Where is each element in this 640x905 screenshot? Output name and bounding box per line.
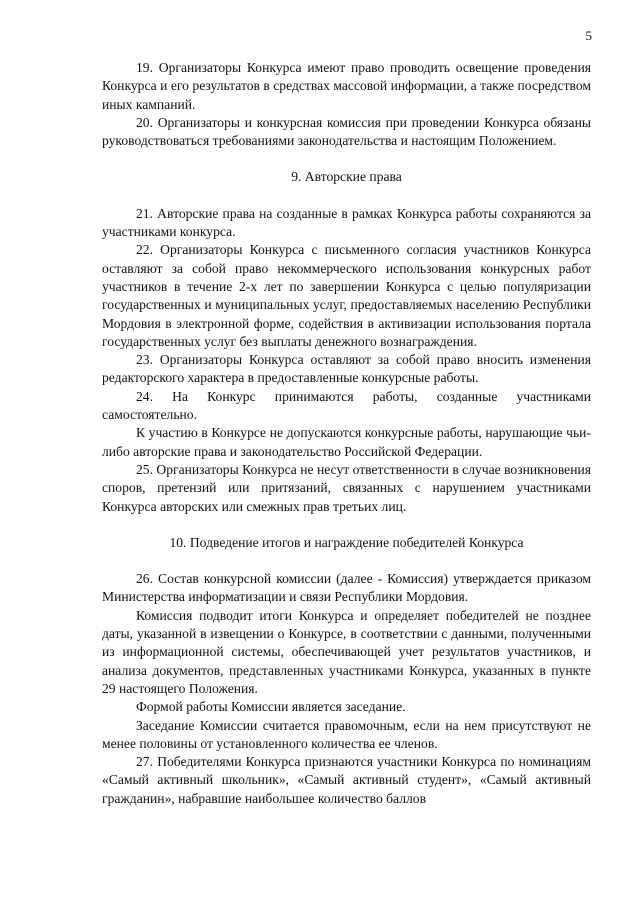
paragraph-26: 26. Состав конкурсной комиссии (далее - Комиссия) утверждается приказом Министерства информатизации и связи Республики Мордовия. xyxy=(102,571,591,605)
paragraph-26-quorum: Заседание Комиссии считается правомочным, если на нем присутствуют не менее половины от установленного количества ее членов. xyxy=(102,717,591,751)
document-body xyxy=(102,59,591,808)
section-heading-9: 9. Авторские права xyxy=(291,169,402,185)
paragraph-21: 21. Авторские права на созданные в рамках Конкурса работы сохраняются за участниками конкурса. xyxy=(102,205,591,240)
paragraph-27: 27. Победителями Конкурса признаются участники Конкурса по номинациям «Самый активный школьник», «Самый активный студент», «Самый активный гражданин», набравшие наибольшее количество баллов xyxy=(102,754,591,806)
paragraph-20: 20. Организаторы и конкурсная комиссия при проведении Конкурса обязаны руководствоваться требованиями законодательства и настоящим Положением. xyxy=(102,114,591,149)
paragraph-19: 19. Организаторы Конкурса имеют право проводить освещение проведения Конкурса и его результатов в средствах массовой информации, а также посредством иных кампаний. xyxy=(102,60,591,112)
paragraph-23: 23. Организаторы Конкурса оставляют за собой право вносить изменения редакторского характера в предоставленные конкурсные работы. xyxy=(102,352,591,386)
paragraph-22: 22. Организаторы Конкурса с письменного согласия участников Конкурса оставляют за собой право некоммерческого использования конкурсных работ участников в течение 2-х лет по завершении Конкурса с целью популяризации государственных и муниципальных услуг, предоставляемых населению Республики Мордовия в электронной форме, содействия в активизации использования портала государственных услуг без выплаты денежного вознаграждения. xyxy=(102,242,591,349)
paragraph-25: 25. Организаторы Конкурса не несут ответственности в случае возникновения споров, претензий или притязаний, связанных с нарушением участниками Конкурса авторских или смежных прав третьих лиц. xyxy=(102,461,591,514)
page-number: 5 xyxy=(585,28,592,43)
paragraph-26-commission: Комиссия подводит итоги Конкурса и определяет победителей не позднее даты, указанной в извещении о Конкурсе, в соответствии с данными, полученными из информационной системы, обеспечивающей учет результатов участников, и анализа документов, представленных участниками Конкурса, указанных в пункте 29 настоящего Положения. xyxy=(102,607,591,696)
paragraph-24-continued: К участию в Конкурсе не допускаются конкурсные работы, нарушающие чьи-либо авторские права и законодательство Российской Федерации. xyxy=(102,425,591,459)
paragraph-26-work-form: Формой работы Комиссии является заседание. xyxy=(136,699,406,715)
section-heading-10: 10. Подведение итогов и награждение победителей Конкурса xyxy=(169,534,524,550)
paragraph-24: 24. На Конкурс принимаются работы, созданные участниками самостоятельно. xyxy=(102,388,591,423)
